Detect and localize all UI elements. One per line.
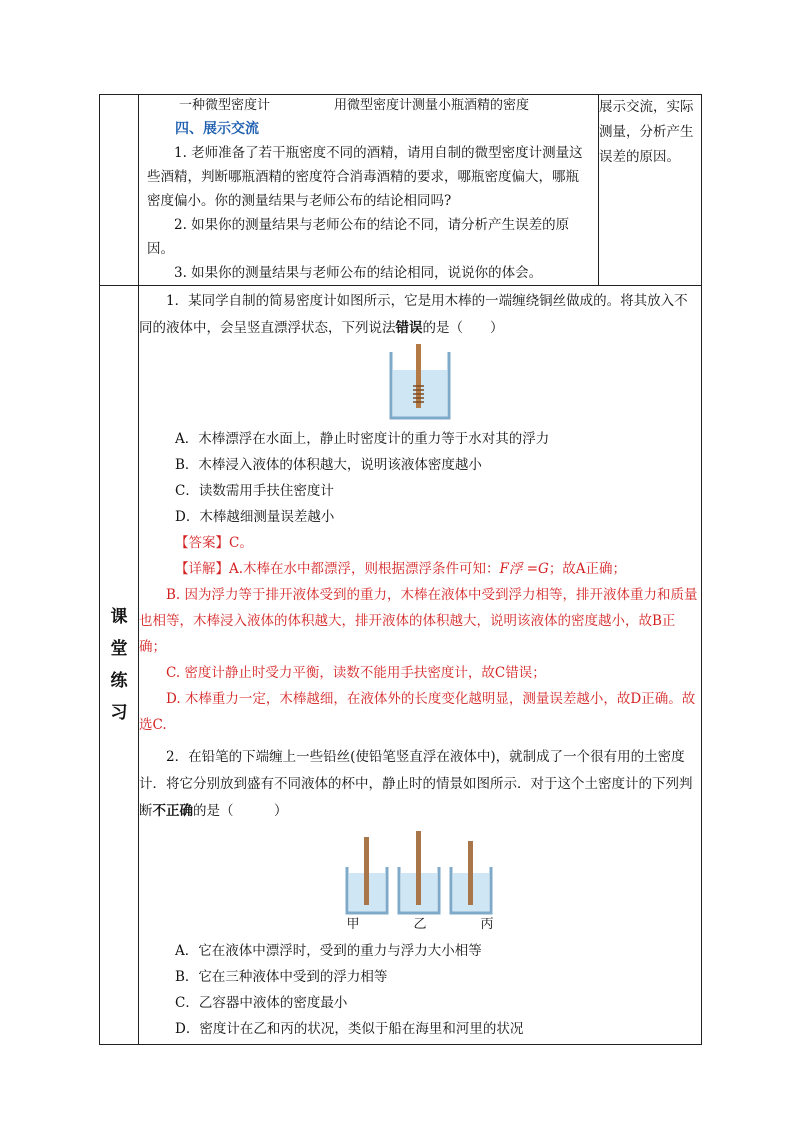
q1-option-a: A．木棒漂浮在水面上，静止时密度计的重力等于水对其的浮力: [175, 431, 550, 447]
label-char-4: 习: [110, 703, 128, 723]
practice-main-cell: [139, 286, 702, 1045]
practice-label: [100, 286, 139, 1045]
exchange-item-3: 3. 如果你的测量结果与老师公布的结论相同，说说你的体会。: [174, 265, 543, 281]
q2-stem-emphasis: 不正确: [152, 803, 193, 819]
top-row: [100, 95, 702, 286]
q1-option-b: B．木棒浸入液体的体积越大，说明该液体密度越小: [175, 457, 482, 473]
caption-1: 一种微型密度计: [179, 98, 271, 113]
q2-option-d: D．密度计在乙和丙的状况，类似于船在海里和河里的状况: [175, 1021, 524, 1037]
q2-stem: [139, 744, 701, 825]
q2-option-b: B．它在三种液体中受到的浮力相等: [175, 969, 388, 985]
practice-row: [100, 286, 702, 1045]
caption-2: 用微型密度计测量小瓶酒精的密度: [334, 98, 530, 113]
q2-stem-text: 2．在铅笔的下端缠上一些铅丝(使铅笔竖直浮在液体中)，就制成了一个很有用的土密度计．将它分别放到盛有不同液体的杯中，静止时的情景如图所示．对于这个土密度计的下列判断: [139, 749, 693, 819]
detail-c: C. 密度计静止时受力平衡，读数不能用手扶密度计，故C错误；: [166, 665, 546, 681]
side-note: 展示交流，实际测量，分析产生误差的原因。: [599, 95, 702, 286]
detail-formula: F浮 =G: [499, 561, 549, 577]
q1-stem: [139, 288, 701, 342]
label-jia: 甲: [346, 917, 360, 932]
top-main-cell: [139, 95, 599, 286]
detail-b: B. 因为浮力等于排开液体受到的重力，木棒在液体中受到浮力相等，排开液体重力和质量也相等，木棒浸入液体的体积越大，排开液体的体积越大，说明该液体的密度越小，故B正确；: [139, 587, 698, 655]
q2-option-a: A．它在液体中漂浮时，受到的重力与浮力大小相等: [175, 943, 482, 959]
answer-tag: 【答案】: [175, 535, 229, 551]
top-left-empty-cell: [100, 95, 139, 286]
section-title: 四、展示交流: [175, 121, 259, 137]
label-char-1: 课: [110, 607, 128, 627]
label-char-3: 练: [110, 671, 128, 691]
detail-a-text: A.木棒在水中都漂浮，则根据漂浮条件可知：: [229, 561, 500, 577]
lesson-table: [99, 94, 702, 1045]
q1-stem-end: 的是（ ）: [422, 320, 504, 336]
q1-option-d: D．木棒越细测量误差越小: [175, 509, 335, 525]
detail-d: D. 木棒重力一定，木棒越细，在液体外的长度变化越明显，测量误差越小，故D正确。故选C.: [139, 691, 696, 733]
q1-answer: [139, 530, 701, 556]
detail-a-end: ；故A正确；: [548, 561, 627, 577]
label-bing: 丙: [480, 917, 494, 932]
q1-option-c: C．读数需用手扶住密度计: [175, 483, 334, 499]
q1-detail: [139, 556, 701, 738]
beaker-yi: [399, 831, 439, 913]
answer-value: C。: [229, 535, 253, 551]
figure-captions: [139, 95, 598, 117]
q1-stem-emphasis: 错误: [395, 320, 423, 336]
exchange-item-1: 1. 老师准备了若干瓶密度不同的酒精，请用自制的微型密度计测量这些酒精，判断哪瓶酒精的密度符合消毒酒精的要求，哪瓶密度偏大，哪瓶密度偏小。你的测量结果与老师公布的结论相同吗?: [147, 145, 583, 209]
q2-figure-labels: [139, 913, 701, 932]
detail-a: [139, 556, 701, 582]
q2-stem-end: 的是（ ）: [193, 803, 288, 819]
q1-beaker-figure: [385, 342, 455, 422]
beaker-jia: [347, 837, 387, 913]
q1-stem-text: 1．某同学自制的简易密度计如图所示，它是用木棒的一端缠绕铜丝做成的。将其放入不同的液体中，会呈竖直漂浮状态，下列说法: [139, 293, 688, 336]
exchange-item-2: 2. 如果你的测量结果与老师公布的结论不同，请分析产生误差的原因。: [147, 217, 570, 257]
label-yi: 乙: [413, 917, 427, 932]
label-char-2: 堂: [110, 639, 128, 659]
q2-beakers-figure: [345, 831, 495, 917]
detail-tag: 【详解】: [175, 561, 229, 577]
q2-option-c: C．乙容器中液体的密度最小: [175, 995, 348, 1011]
beaker-bing: [451, 841, 491, 913]
